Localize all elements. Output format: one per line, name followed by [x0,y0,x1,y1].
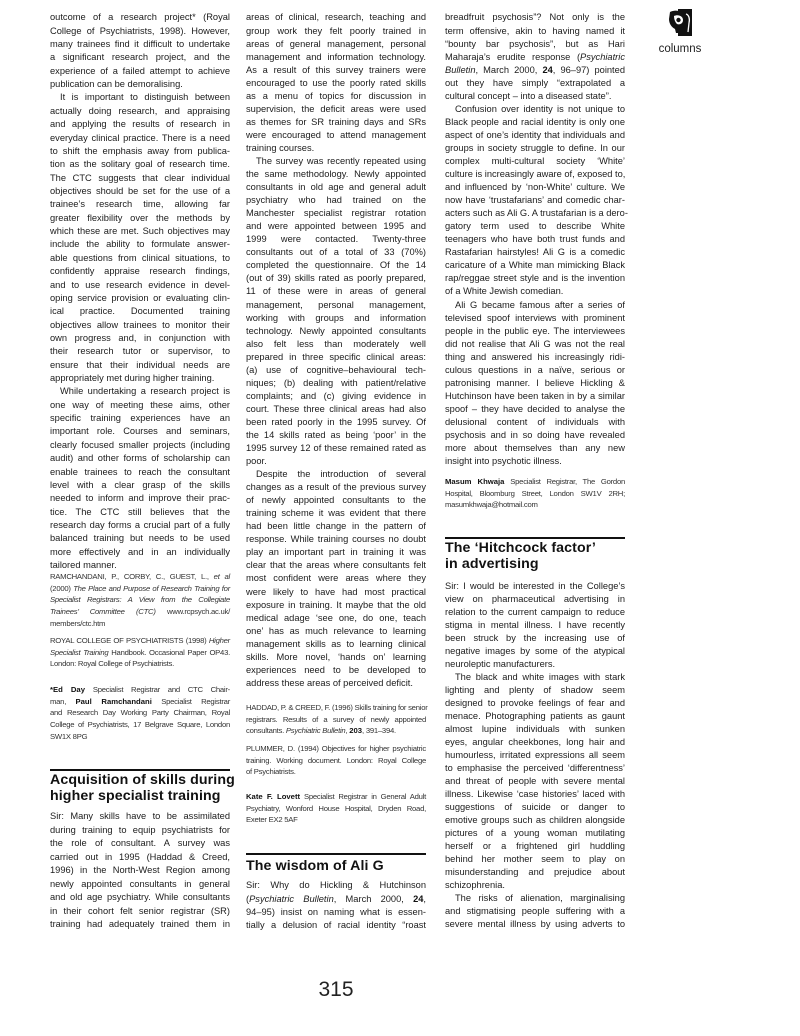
body-line: behind her mother seem to play on [445,853,625,864]
body-line: been rated poorly in the 1995 survey. Of [246,416,426,427]
signature-line: Hospital, Bloomburg Street, London SW1V 2RH; [445,488,625,498]
body-line: changes as a result of the previous survey [246,482,426,493]
signature-line: College of Psychiatrists, 17 Belgrave Square, London [50,719,230,729]
body-line: The survey was recently repeated using [256,155,426,166]
body-line: pictures of a young woman mutilating [445,827,625,838]
body-line: medical adage ‘see one, do one, teach [246,612,426,623]
body-line: 1999 were contacted. Twenty-three [246,234,426,245]
text-run: , [345,726,350,736]
body-line: Confusion over identity is not unique to [455,103,625,114]
body-line: neuroleptic manufacturers. [445,658,556,669]
body-line: able questions from clinical situations, to [50,252,230,263]
body-line: and applying the results of research in [50,119,230,130]
body-line: group work they felt poorly trained in [246,25,426,36]
text-run: Specialist Registrar and CTC Chair- [85,685,230,695]
body-line: groups in society struggle to define. In our [445,142,625,153]
signature-line: Psychiatry, Wonford House Hospital, Dryden Road, [246,803,426,813]
body-line: ensure that their individual needs are [50,359,230,370]
body-line: everyday clinical practice. There is a need [50,132,230,143]
reference-line: HADDAD, P. & CREED, F. (1996) Skills training for senior [246,703,428,713]
body-line: Sir: Why do Hickling & Hutchinson [246,880,426,891]
body-line: culous questions in a naïve, serious or [445,364,625,375]
signature-line: Exeter EX2 5AF [246,815,298,825]
body-line: 11 of these were in areas of general [246,286,426,297]
body-line: audit) and other forms of scholarship can [50,453,230,464]
body-line: actually doing research, and appraising [50,105,230,116]
reference-item [50,571,230,629]
body-line: emotive groups such as children alongside [445,814,625,825]
body-line: patronising manner. I believe Hickling & [445,377,625,388]
body-line: 1996) in the North-West Region among [50,865,230,876]
body-line: to emphasise the perceived ‘differentness’ [445,762,625,773]
italic-text: Trainees’ Committee (CTC) [50,606,156,616]
body-line: experiences need to be developed to [246,664,426,675]
italic-text: Specialist Training [50,647,109,657]
body-line: menace. Photographing patients as gaunt [445,710,625,721]
body-line: one way of meeting these aims, other [50,399,230,410]
text-run: Handbook. Occasional Paper OP43. [108,647,230,657]
references [246,702,426,778]
text-run: Specialist Registrar, The Gordon [504,477,625,487]
page-number: 315 [318,978,354,1001]
body-line: and were appointed between 1995 and [246,221,426,232]
article-body [445,580,625,931]
bold-text: *Ed Day [50,685,85,695]
text-run: man, [50,696,76,706]
body-line: needed to inform and improve their prac- [50,493,230,504]
body-line: many trainees find it difficult to undertake [50,39,230,50]
body-line: out they have simply “extrapolated a [445,77,625,88]
article-body [50,11,230,572]
body-line: Black people and racial identity is only one [445,116,625,127]
article-body [50,810,230,932]
text-run: Specialist Registrar in General Adult [300,792,426,802]
italic-text: The Place and Purpose of Research Training for [73,583,231,593]
article-body [445,11,628,468]
body-line: areas of clinical, research, teaching and [246,12,426,23]
body-line: more effectively and in an individually [50,546,230,557]
body-line: supervision, the deficit areas were used [246,103,426,114]
body-line: Hutchinson have been taken in by a similar [445,390,625,401]
body-line: training had adequately trained them in [50,919,230,930]
bold-text: 24 [413,893,424,904]
letter-title [50,772,235,804]
body-line: delusional content of individuals with [445,416,625,427]
text-run: RAMCHANDANI, P., CORBY, C., GUEST, L., [50,572,214,582]
body-line: working with groups and information [246,312,426,323]
body-line: important role. Courses and seminars, [50,426,230,437]
body-line: teenagers who have both trust funds and [445,234,625,245]
author-signature [246,791,426,826]
body-line: tion as the solitary goal of research time. [50,159,230,170]
body-line: tailored manner. [50,560,117,571]
reference-line [50,583,230,595]
body-line: address these areas of perceived deficit. [246,677,413,688]
body-line: tice. The CTC still believes that the [50,506,230,517]
text-run: , [423,893,426,904]
reference-item [50,635,230,670]
body-line: during training to equip psychiatrists for [50,824,230,835]
body-line: relation to the current campaign to reduce [445,606,625,617]
body-line: had been little change in the pattern of [246,521,426,532]
body-line: (a) use of cognitive–behavioural tech- [246,364,426,375]
body-line: technology. Newly appointed consultants [246,325,426,336]
body-line: the 14 skills rated as being ‘poor’ in the [246,429,426,440]
body-line: College of Psychiatrists, 1998). However, [50,25,230,36]
body-line: been struck by the increasing use of [445,632,625,643]
bold-text: Masum Khwaja [445,477,505,487]
body-line: niques; (b) dealing with patient/relative [246,377,426,388]
body-line: and old age psychiatry. While consultants [50,892,230,903]
body-line: did not realise that Ali G was not the real [445,338,625,349]
body-line: misunderstanding and prejudice about [445,866,625,877]
body-line: greater flexibility over the methods by [50,212,230,223]
profile-heads-icon [666,8,694,38]
reference-item [246,743,426,778]
body-line: confidently appraise research findings, [50,266,230,277]
reference-line [50,594,230,606]
body-line: skills. More novel, ‘hands on’ learning [246,651,426,662]
body-line: now have ‘trustafarians’ and comedic char- [445,195,625,206]
body-line: management skills as to learning clinical [246,638,426,649]
body-line: complaints; and (c) giving evidence in [246,390,426,401]
signature-line [246,791,426,803]
body-line: appropriately met during higher training. [50,373,215,384]
body-line: televised spoof interviews with prominent [445,312,625,323]
body-line: own progress and, in conjunction with [50,332,230,343]
body-line: their research tutor or supervisor, to [50,346,230,357]
bold-text: 203 [349,726,363,736]
text-run: www.rcpsych.ac.uk/ [155,606,230,616]
body-line: The risks of alienation, marginalising [455,892,625,903]
body-line: rap/reggae street style and is the invention [445,273,625,284]
body-line: management and information technology. [246,51,426,62]
text-run: , March 2000, [333,893,414,904]
paragraph [445,103,628,299]
body-line: completed the questionnaire. Of the 14 [246,260,426,271]
text-run: , March 2000, [475,64,543,75]
body-line: balanced training but needs to be used [50,533,230,544]
bold-text: 24 [542,64,553,75]
reference-line [50,606,230,618]
body-line: one’ has as much relevance to learning [246,625,426,636]
body-line: humourless, irritated expressions all seem [445,749,625,760]
paragraph [246,879,426,932]
body-line: exposure in training. It maybe that the old [246,599,426,610]
body-line: aspect of one’s identity that individuals and [445,129,625,140]
title-line: The ‘Hitchcock factor’ [445,540,596,557]
text-run: (2000) [50,583,74,593]
body-line: culture is increasingly aware of, exposed to, [445,169,626,180]
body-line: Sir: Many skills have to be assimilated [50,811,230,822]
body-line: oping service provision or evaluating clin- [50,292,230,303]
body-line: consultants in old age and general adult [246,182,426,193]
body-line: “bounty bar psychosis”, but as Hari [445,38,625,49]
body-line: The CTC suggests that clear individual [50,172,230,183]
body-line: herself or a frightened girl huddling [445,840,625,851]
masthead-label: columns [658,43,702,55]
body-line: training scheme it was evident that there [246,508,426,519]
signature-line [445,476,625,487]
body-line: were likely to have had most practical [246,586,426,597]
body-line: objectives should be set for the use of a [50,185,230,196]
body-line: court. These three clinical areas had also [246,403,426,414]
body-line: complex multi-cultural society ‘White’ [445,155,625,166]
body-line: suggestions of suicide or danger to [445,801,625,812]
reference-line [50,635,230,647]
column-2 [246,0,426,1000]
body-line: encouraged to use the poorly rated skills [246,77,426,88]
paragraph [445,299,625,469]
body-line: Sir: I would be interested in the College’s [445,580,625,591]
body-line: thing and answered his increasingly ridi- [445,351,625,362]
body-line: illness. Likewise ‘case histories’ laced with [445,788,625,799]
body-line: tially a delusion of racial identity “roast [246,919,426,930]
body-line: Rastafarian hairstyles! Ali G is a comedic [445,247,625,258]
author-signature [445,476,625,510]
italic-text: Psychiatric Bulletin [285,726,346,736]
paragraph [50,91,230,385]
masthead-logo [660,8,700,43]
signature-line: and Research Day Working Party Chairman, Royal [50,708,230,718]
body-line: carried out in 1995 (Haddad & Creed, [50,851,230,862]
bold-text: Paul Ramchandani [75,696,152,706]
body-line: people in the public eye. The interviewees [445,325,625,336]
title-line: Acquisition of skills during [50,772,235,788]
body-line: trainee’s research time, allowing far [50,199,230,210]
body-line: and threat of people with severe mental [445,775,625,786]
body-line: objectives allow trainees to monitor their [50,319,230,330]
body-line: enable trainees to reach the consultant [50,466,230,477]
body-line: consultants out of a total of 33 (70%) [246,247,426,258]
body-line: which these are met. Such objectives may [50,226,230,237]
paragraph [445,892,625,931]
body-line: severe mental illness by using adverts to [445,918,625,929]
text-run: Specialist Registrar [151,696,230,706]
reference-line: registrars. Results of a survey of newly appointed [246,714,426,724]
body-line: schizophrenia. [445,879,505,890]
reference-line [50,647,230,659]
body-line: term offensive, akin to having named it [445,25,625,36]
italic-text: Psychiatric Bulletin [249,893,334,904]
body-line: prepared in three specific clinical areas: [246,351,426,362]
body-line: The black and white images with stark [455,671,625,682]
signature-line: SW1X 8PG [50,731,88,741]
body-line: Manchester specialist registrar rotation [246,208,426,219]
paragraph [246,468,426,690]
reference-line: London: Royal College of Psychiatrists. [50,659,174,669]
body-line: training courses. [246,142,315,153]
body-line [246,893,426,906]
body-line: areas of general management, personal [246,38,426,49]
italic-text: Psychiatric [580,51,625,62]
body-line: as a menu of topics for discussion in [246,90,426,101]
reference-line: training. Working document. London: Royal College [246,755,426,765]
reference-line: of Psychiatrists. [246,767,296,777]
text-run: ROYAL COLLEGE OF PSYCHIATRISTS (1998) [50,636,209,646]
bold-text: Kate F. Lovett [246,792,301,802]
paragraph [445,671,625,892]
body-line: specific training experiences have an [50,413,230,424]
italic-text: et al [213,572,230,582]
italic-text: Higher [208,636,230,646]
paragraph [246,11,426,155]
body-line: newly appointed consultants in general [50,878,230,889]
section-divider [246,853,426,855]
body-line: Ali G became famous after a series of [455,299,625,310]
body-line: Despite the introduction of several [256,469,426,480]
body-line: lighting and plenty of shadow seem [445,684,625,695]
body-line: insight into psychotic illness. [445,456,562,467]
section-divider [50,769,230,771]
text-run: ( [246,893,250,904]
body-line: 1995 survey 12 of these remained rated as [246,443,426,454]
body-line: as themes for SR training days and SRs [246,116,426,127]
body-line: the same methodology. Newly appointed [246,169,426,180]
body-line: It is important to distinguish between [60,92,230,103]
body-line: clear that the areas where consultants felt [246,560,426,571]
title-line: The wisdom of Ali G [246,858,384,874]
column-3 [445,0,628,1000]
italic-text: Specialist Registrars: A View from the Collegiate [50,595,230,605]
reference-line [246,725,426,737]
body-line: negative images by some of the atypical [445,645,625,656]
body-line: a significant research project, and the [50,52,230,63]
body-line: view on pharmaceutical advertising in [445,593,625,604]
body-line: While undertaking a research project is [60,386,230,397]
body-line: As a result of this survey trainers were [246,64,426,75]
body-line: ical practice. Documented training [50,306,230,317]
body-line: designed to provoke feelings of fear and [445,697,625,708]
body-line: in their cohort felt senior registrar (SR) [50,905,230,916]
body-line: more about themselves than any new [445,443,625,454]
article-body [246,879,426,932]
body-line: gatory term used to describe White [445,221,625,232]
reference-line [50,571,230,583]
body-line: level with a clear grasp of the skills [50,479,230,490]
text-run: consultants. [246,726,286,736]
body-line: and to use research evidence in devel- [50,279,230,290]
body-line: experience of a failed attempt to achieve [50,65,230,76]
body-line: and stigmatising people suffering with a [445,905,625,916]
body-line: 94–95) insist on naming what is essen- [246,906,426,917]
body-line: cultural concept – into a diseased state”. [445,90,612,101]
body-line: almost lupine individuals with sunken [445,723,625,734]
title-line: in advertising [445,555,539,572]
text-run: , 391–394. [362,726,396,736]
body-line: of newly appointed consultants to the [246,495,426,506]
paragraph [445,11,625,102]
paragraph [445,580,625,671]
body-line: clearly focused smaller projects (including [50,439,230,450]
body-line [445,64,625,77]
body-line: psychiatry who had trained on the [246,195,426,206]
column-1 [50,0,235,1000]
body-line: of a White Jewish comedian. [445,286,564,297]
body-line [445,51,625,64]
body-line: outcome of a research project* (Royal [50,12,230,23]
body-line: spoof – they have decided to analyse the [445,403,625,414]
body-line: research day forms a crucial part of a fully [50,519,230,530]
body-line: also felt less than moderately well [246,338,426,349]
reference-line: members/ctc.htm [50,618,106,628]
body-line: publication can be demoralising. [50,79,183,90]
paragraph [50,810,230,932]
paragraph [50,11,230,91]
reference-line: PLUMMER, D. (1994) Objectives for higher psychiatric [246,743,426,753]
references [50,571,230,670]
paragraph [50,385,230,572]
italic-text: Bulletin [445,64,476,75]
body-line: poor. [246,456,267,467]
section-divider [445,537,625,539]
signature-line [50,696,230,708]
body-line: and influenced by ‘non-White’ culture. We [445,182,625,193]
letter-title [246,858,426,874]
body-line: breadfruit psychosis”? Not only is the [445,12,625,23]
body-line: response. While training courses no doubt [246,534,426,545]
signature-line: masumkhwaja@hotmail.com [445,499,538,509]
body-line: stigma in mental illness. I have recently [445,619,625,630]
text-run: , 96–97) pointed [552,64,625,75]
paragraph [246,155,426,468]
reference-item [246,702,426,737]
text-run: Maharaja’s erudite response ( [445,51,581,62]
body-line: most confident were areas where they [246,573,426,584]
title-line: higher specialist training [50,788,221,804]
author-signature [50,684,230,742]
body-line: management, personal management, [246,299,426,310]
body-line: (out of 39) skills rated as poorly prepared, [246,273,426,284]
body-line: were encouraged to attend management [246,129,426,140]
body-line: caricature of a White man mimicking Black [445,260,625,271]
body-line: play an important part in training it was [246,547,426,558]
signature-line [50,684,230,696]
article-body [246,11,426,689]
letter-title [445,541,625,572]
body-line: the role of consultant. A survey was [50,838,230,849]
body-line: eyes, angular cheekbones, long hair and [445,736,625,747]
body-line: psychosis and in so doing have revealed [445,429,625,440]
body-line: acters such as Ali G. A trustafarian is a dero- [445,208,628,219]
body-line: to shift the emphasis away from publica- [50,145,230,156]
body-line: include the ability to formulate answer- [50,239,230,250]
